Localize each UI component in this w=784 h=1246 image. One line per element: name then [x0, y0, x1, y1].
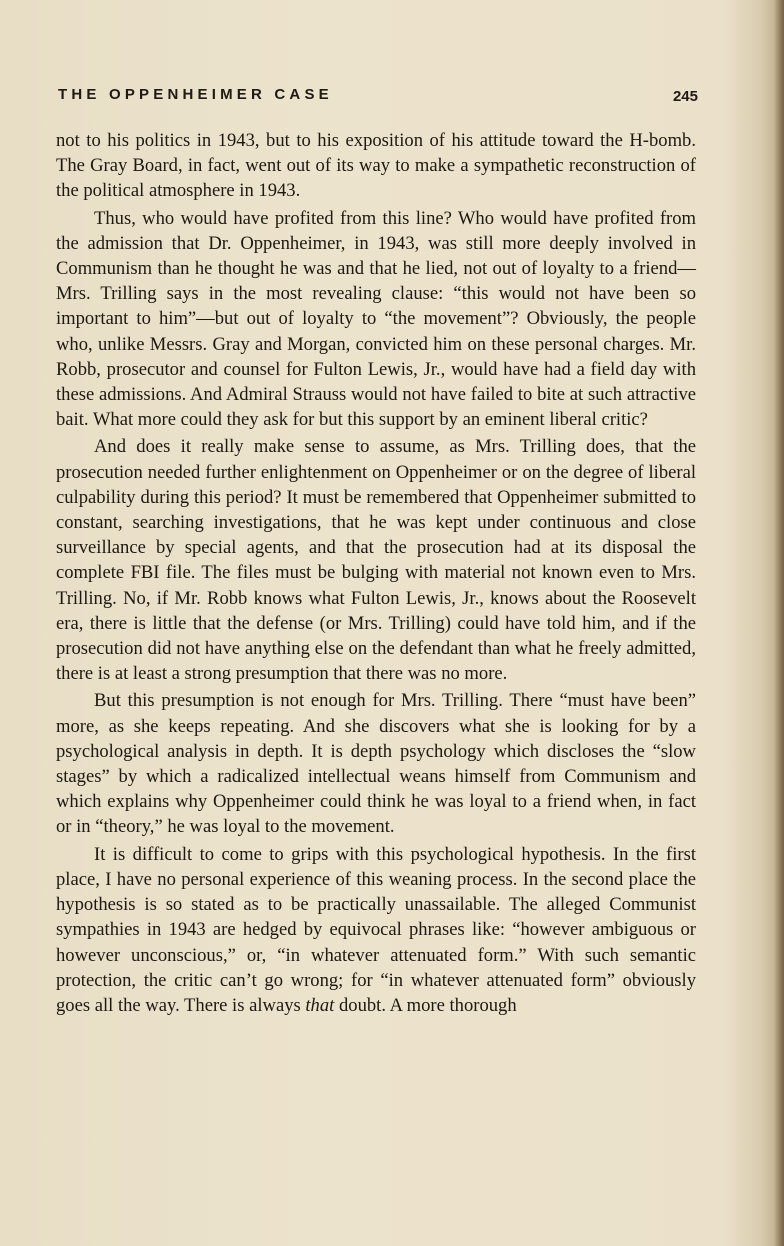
page-header: [58, 86, 698, 110]
paragraph-text: It is difficult to come to grips with this psychological hypothesis. In the first place, I have no personal experience of this weaning process. In the second place the hypothesis is so stated as to be practically unassailable. The alleged Communist sympathies in 1943 are hedged by equivocal phrases like: “however ambiguous or however unconscious,” or, “in whatever attenuated form.” With such semantic protection, the critic can’t go wrong; for “in whatever attenuated form” obviously goes all the way. There is always: [56, 843, 696, 1016]
body-text: [56, 128, 696, 1018]
page-spine-shadow: [774, 0, 784, 1246]
paragraph: But this presumption is not enough for Mrs. Trilling. There “must have been” more, as she keeps repeating. And she discovers what she is looking for by a psychological analysis in depth. It is depth psychology which discloses the “slow stages” by which a radicalized intellectual weans himself from Communism and which explains why Oppenheimer could think he was loyal to a friend when, in fact or in “theory,” he was loyal to the movement.: [56, 690, 696, 838]
paragraph: [56, 842, 696, 1018]
running-head: THE OPPENHEIMER CASE: [58, 86, 333, 103]
emphasized-word: that: [305, 994, 335, 1016]
paragraph: not to his politics in 1943, but to his exposition of his attitude toward the H-bomb. The Gray Board, in fact, went out of its way to make a sympathetic reconstruction of the political atmosphere in 1943.: [56, 130, 696, 202]
paragraph: Thus, who would have profited from this line? Who would have profited from the admission that Dr. Oppenheimer, in 1943, was still more deeply involved in Communism than he thought he was and that he lied, not out of loyalty to a friend—Mrs. Trilling says in the most revealing clause: “this would not have been so important to him”—but out of loyalty to “the movement”? Obviously, the people who, unlike Messrs. Gray and Morgan, convicted him on these personal charges. Mr. Robb, prosecutor and counsel for Fulton Lewis, Jr., would have had a field day with these admissions. And Admiral Strauss would not have failed to bite at such attractive bait. What more could they ask for but this support by an eminent liberal critic?: [56, 207, 696, 431]
paragraph: And does it really make sense to assume, as Mrs. Trilling does, that the prosecution needed further enlightenment on Oppenheimer or on the degree of liberal culpability during this period? It must be remembered that Oppenheimer submitted to constant, searching investigations, that he was kept under continuous and close surveillance by special agents, and that the prosecution had at its disposal the complete FBI file. The files must be bulging with material not known even to Mrs. Trilling. No, if Mr. Robb knows what Fulton Lewis, Jr., knows about the Roosevelt era, there is little that the defense (or Mrs. Trilling) could have told him, and if the prosecution did not have anything else on the defendant than what he freely admitted, there is at least a strong presumption that there was no more.: [56, 436, 696, 685]
paragraph-text: doubt. A more thorough: [334, 994, 517, 1016]
page-number: 245: [672, 88, 698, 105]
